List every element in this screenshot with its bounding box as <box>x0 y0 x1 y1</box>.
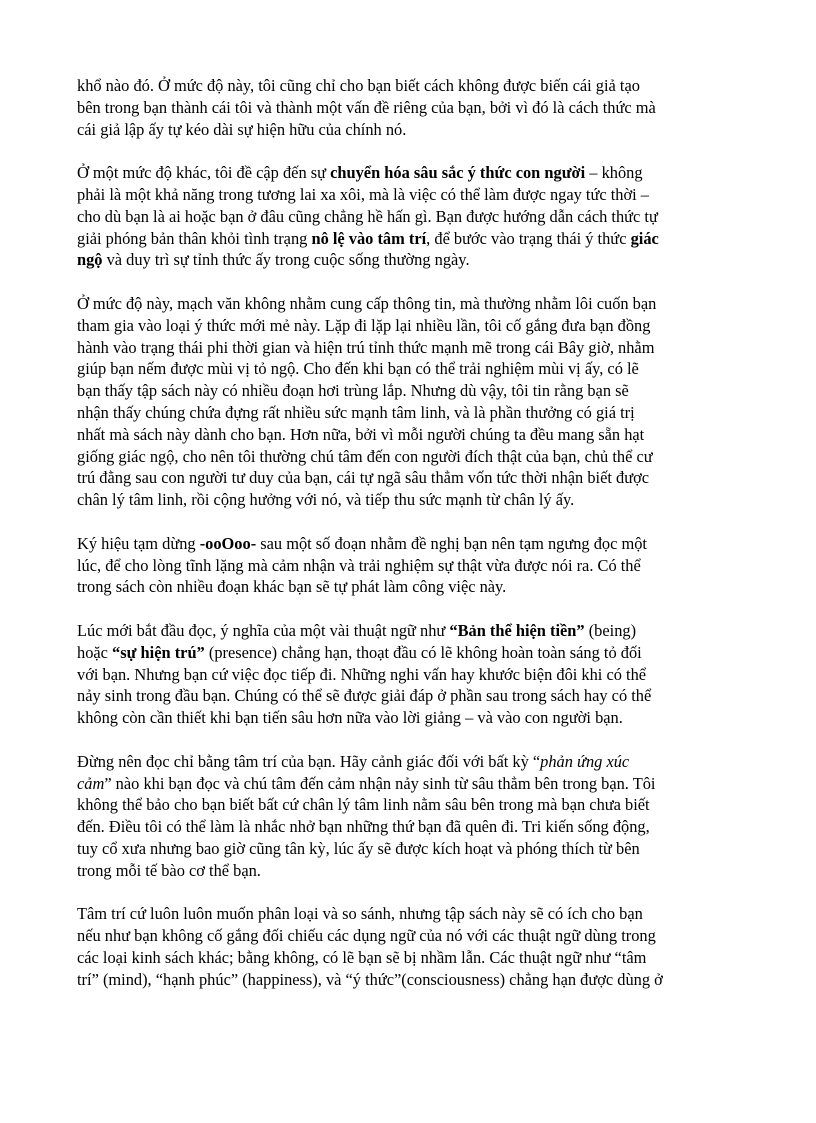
text-run: nếu như bạn không cố gắng đối chiếu các dụng ngữ của nó với các thuật ngữ dùng trong <box>77 926 656 946</box>
text-line <box>77 358 739 380</box>
text-run: (presence) chẳng hạn, thoạt đầu có lẽ không hoàn toàn sáng tỏ đối <box>204 642 642 662</box>
text-run: phải là một khả năng trong tương lai xa xôi, mà là việc có thể làm được ngay tức thời – <box>77 184 649 204</box>
text-run: tuy cổ xưa nhưng bao giờ cũng tân kỳ, lúc ấy sẽ được kích hoạt và phóng thích từ bên <box>77 838 640 858</box>
text-run: nảy sinh trong đầu bạn. Chúng có thể sẽ được giải đáp ở phần sau trong sách hay có thể <box>77 686 652 706</box>
text-run: trong sách còn nhiều đoạn khác bạn sẽ tự phát làm công việc này. <box>77 577 507 597</box>
text-line <box>77 228 739 250</box>
bold-text: “sự hiện trú” <box>112 642 205 662</box>
paragraph <box>77 162 739 271</box>
bold-text: ngộ <box>77 250 103 270</box>
text-run: giống giác ngộ, cho nên tôi thường chú tâm đến con người đích thật của bạn, chủ thể cư <box>77 446 653 466</box>
text-run: trong mỗi tế bào cơ thể bạn. <box>77 860 261 880</box>
text-run: giúp bạn nếm được mùi vị tỏ ngộ. Cho đến khi bạn có thể trải nghiệm mùi vị ấy, có lẽ <box>77 359 639 379</box>
text-line <box>77 162 739 184</box>
text-line <box>77 424 739 446</box>
text-run: Đừng nên đọc chỉ bằng tâm trí của bạn. Hãy cảnh giác đối với bất kỳ “ <box>77 751 541 771</box>
text-run: bạn thấy tập sách này có nhiều đoạn hơi trùng lắp. Nhưng dù vậy, tôi tin rằng bạn sẽ <box>77 381 629 401</box>
text-line <box>77 533 739 555</box>
text-line <box>77 337 739 359</box>
text-run: chân lý tâm linh, rồi cộng hưởng với nó, và tiếp thu sức mạnh từ chân lý ấy. <box>77 490 575 510</box>
text-run: và duy trì sự tỉnh thức ấy trong cuộc sống thường ngày. <box>102 250 470 270</box>
text-line <box>77 555 739 577</box>
text-run: sau một số đoạn nhằm đề nghị bạn nên tạm ngưng đọc một <box>256 533 647 553</box>
text-line <box>77 794 739 816</box>
text-line <box>77 816 739 838</box>
paragraph <box>77 75 739 140</box>
bold-text: chuyển hóa sâu sắc ý thức con người <box>330 163 586 183</box>
italic-text: cảm <box>77 773 105 793</box>
text-line <box>77 446 739 468</box>
text-run: Ký hiệu tạm dừng <box>77 533 200 553</box>
text-run: khổ nào đó. Ở mức độ này, tôi cũng chỉ cho bạn biết cách không được biến cái giả tạo <box>77 76 640 95</box>
text-run: các loại kinh sách khác; bằng không, có lẽ bạn sẽ bị nhầm lẫn. Các thuật ngữ như “tâm <box>77 947 647 967</box>
text-run: Lúc mới bắt đầu đọc, ý nghĩa của một vài thuật ngữ như <box>77 620 450 640</box>
text-line <box>77 97 739 119</box>
bold-text: giác <box>630 228 659 248</box>
text-line <box>77 315 739 337</box>
text-line <box>77 206 739 228</box>
text-line <box>77 380 739 402</box>
text-line <box>77 664 739 686</box>
text-run: Ở mức độ này, mạch văn không nhằm cung cấp thông tin, mà thường nhằm lôi cuốn bạn <box>77 293 657 313</box>
text-run: nhất mà sách này dành cho bạn. Hơn nữa, bởi vì mỗi người chúng ta đều mang sẵn hạt <box>77 424 645 444</box>
text-run: với bạn. Nhưng bạn cứ việc đọc tiếp đi. Những nghi vấn hay khước biện đôi khi có thể <box>77 664 647 684</box>
text-line <box>77 642 739 664</box>
text-run: (being) <box>584 620 637 640</box>
text-line <box>77 467 739 489</box>
text-run: Ở một mức độ khác, tôi đề cập đến sự <box>77 163 331 183</box>
text-line <box>77 402 739 424</box>
text-line <box>77 576 739 598</box>
text-run: lúc, để cho lòng tĩnh lặng mà cảm nhận và trải nghiệm sự thật vừa được nói ra. Có thể <box>77 555 641 575</box>
text-run: không còn cần thiết khi bạn tiến sâu hơn nữa vào lời giảng – và vào con người bạn. <box>77 708 623 728</box>
text-line <box>77 860 739 882</box>
text-line <box>77 707 739 729</box>
text-run: trú đằng sau con người tư duy của bạn, cái tự ngã sâu thẳm vốn tức thời nhận biết được <box>77 468 650 488</box>
text-run: ” nào khi bạn đọc và chú tâm đến cảm nhận nảy sinh từ sâu thẳm bên trong bạn. Tôi <box>104 773 656 793</box>
text-line <box>77 249 739 271</box>
italic-text: phản ứng xúc <box>540 751 630 771</box>
text-run: nhận thấy chúng chứa đựng rất nhiều sức mạnh tâm linh, và là phần thưởng có giá trị <box>77 402 635 422</box>
text-run: , để bước vào trạng thái ý thức <box>426 228 631 248</box>
text-line <box>77 838 739 860</box>
text-line <box>77 184 739 206</box>
text-line <box>77 969 739 991</box>
text-run: tham gia vào loại ý thức mới mẻ này. Lặp đi lặp lại nhiều lần, tôi cố gắng đưa bạn đồng <box>77 315 651 335</box>
text-line <box>77 119 739 141</box>
text-run: hoặc <box>77 642 113 662</box>
text-line <box>77 773 739 795</box>
text-line <box>77 685 739 707</box>
text-run: không thể bảo cho bạn biết bất cứ chân lý tâm linh nằm sâu bên trong mà bạn chưa biết <box>77 795 650 815</box>
text-line <box>77 925 739 947</box>
text-line <box>77 489 739 511</box>
text-line <box>77 293 739 315</box>
text-run: – không <box>585 163 643 183</box>
text-run: bên trong bạn thành cái tôi và thành một vấn đề riêng của bạn, bởi vì đó là cách thức mà <box>77 97 656 117</box>
text-line <box>77 620 739 642</box>
text-run: Tâm trí cứ luôn luôn muốn phân loại và so sánh, nhưng tập sách này sẽ có ích cho bạn <box>77 904 643 924</box>
text-run: trí” (mind), “hạnh phúc” (happiness), và “ý thức”(consciousness) chẳng hạn được dùng ở <box>77 969 663 989</box>
text-line <box>77 947 739 969</box>
text-run: đến. Điều tôi có thể làm là nhắc nhở bạn những thứ bạn đã quên đi. Tri kiến sống động, <box>77 817 650 837</box>
paragraph <box>77 751 739 882</box>
text-run: giải phóng bản thân khỏi tình trạng <box>77 228 312 248</box>
text-line <box>77 75 739 97</box>
paragraph <box>77 293 739 511</box>
text-run: hành vào trạng thái phi thời gian và hiện trú tỉnh thức mạnh mẽ trong cái Bây giờ, nhằm <box>77 337 655 357</box>
text-run: cái giả lập ấy tự kéo dài sự hiện hữu của chính nó. <box>77 119 407 139</box>
bold-text: “Bản thể hiện tiền” <box>449 620 585 640</box>
paragraph <box>77 533 739 598</box>
bold-text: nô lệ vào tâm trí <box>311 228 427 248</box>
paragraph <box>77 903 739 990</box>
text-run: cho dù bạn là ai hoặc bạn ở đâu cũng chẳng hề hấn gì. Bạn được hướng dẫn cách thức tự <box>77 206 658 226</box>
paragraph <box>77 620 739 729</box>
bold-text: -ooOoo- <box>199 533 257 553</box>
text-line <box>77 751 739 773</box>
document-page <box>77 75 739 1012</box>
text-line <box>77 903 739 925</box>
